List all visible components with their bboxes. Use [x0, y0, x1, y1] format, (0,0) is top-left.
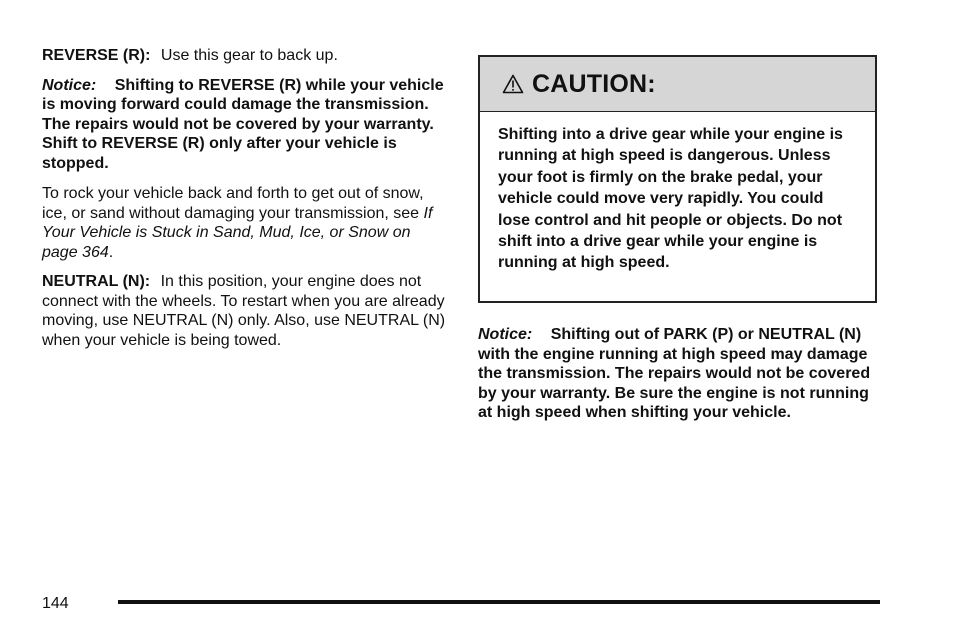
notice-park-paragraph [478, 325, 883, 423]
caution-header [480, 57, 875, 112]
warning-triangle-icon [502, 74, 524, 94]
notice-label: Notice: [42, 76, 97, 94]
caution-body: Shifting into a drive gear while your engine is running at high speed is dangerous. Unless your foot is firmly on the brake pedal, your vehicle could move very rapidly. You could lose control and hit people or objects. Do not shift into a drive gear while your engine is running at high speed. [498, 126, 843, 272]
left-column [42, 46, 447, 360]
footer-rule [118, 600, 880, 604]
notice-reverse-paragraph [42, 76, 447, 174]
reverse-text: Use this gear to back up. [160, 47, 338, 64]
neutral-label: NEUTRAL (N): [42, 273, 151, 290]
notice-reverse-text: Shifting to REVERSE (R) while your vehicle is moving forward could damage the transmission. The repairs would not be covered by your warranty. Shift to REVERSE (R) only after your vehicle is stopped. [42, 76, 444, 172]
neutral-paragraph [42, 272, 447, 350]
notice-park-text: Shifting out of PARK (P) or NEUTRAL (N) with the engine running at high speed may damage the transmission. The repairs would not be covered by your warranty. Be sure the engine is not running at high speed when shifting your vehicle. [478, 326, 871, 421]
caution-box [478, 55, 877, 303]
stuck-vehicle-reference-link[interactable]: If Your Vehicle is Stuck in Sand, Mud, Ice, or Snow on page 364 [42, 204, 433, 261]
reverse-paragraph [42, 46, 447, 66]
reverse-label: REVERSE (R): [42, 47, 151, 64]
caution-title: CAUTION: [532, 69, 656, 98]
page-number: 144 [42, 595, 69, 612]
rock-vehicle-end: . [108, 243, 114, 261]
notice-label-2: Notice: [478, 326, 533, 343]
rock-vehicle-text: To rock your vehicle back and forth to get out of snow, ice, or sand without damaging your transmission, see [42, 185, 424, 222]
neutral-text: In this position, your engine does not connect with the wheels. To restart when you are already moving, use NEUTRAL (N) only. Also, use NEUTRAL (N) when your vehicle is being towed. [42, 273, 446, 349]
rock-vehicle-paragraph [42, 184, 447, 262]
